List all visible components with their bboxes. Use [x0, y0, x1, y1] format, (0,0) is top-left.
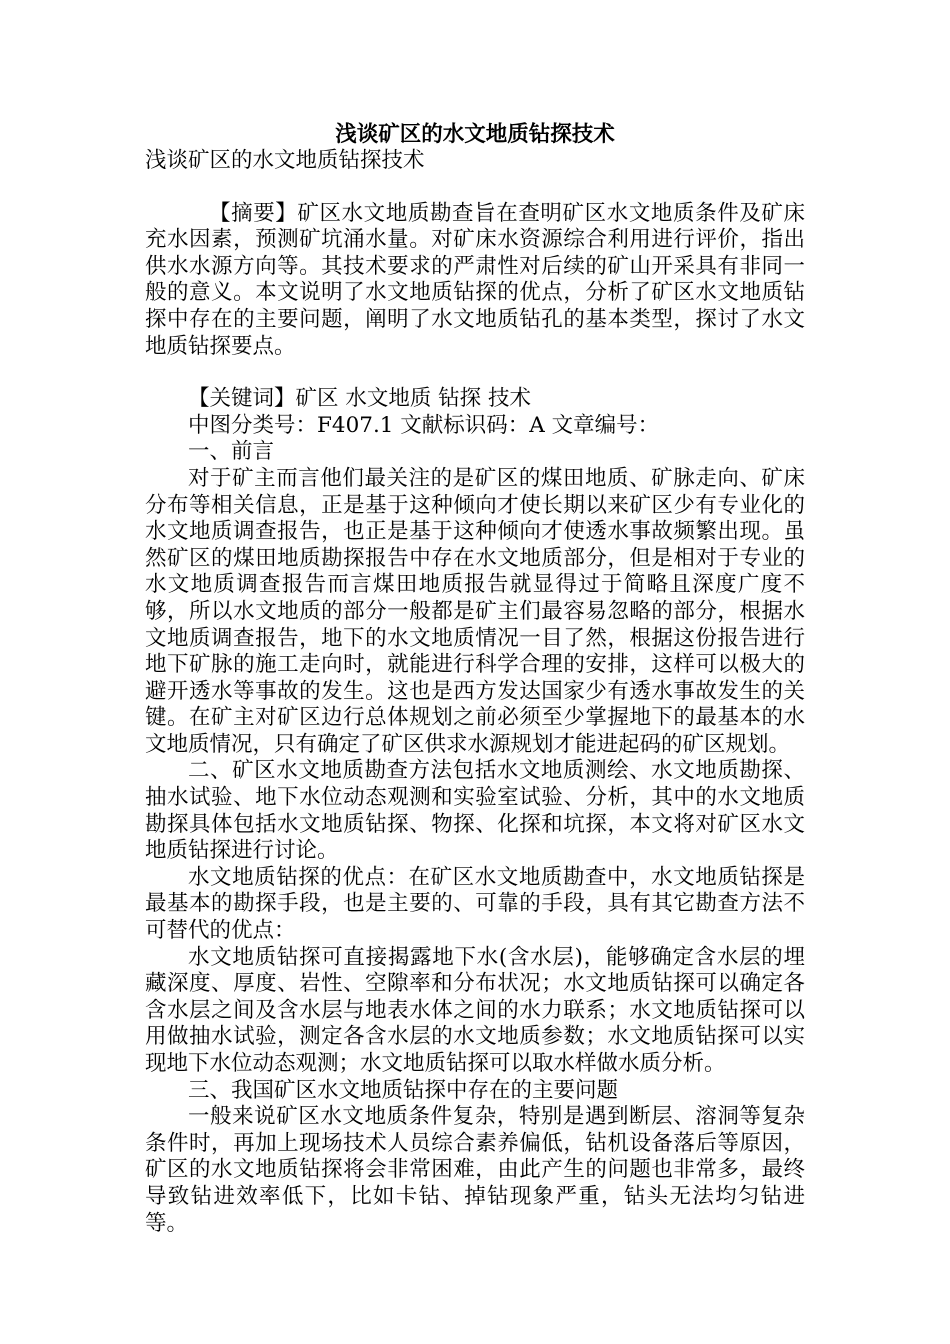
document-page	[145, 122, 805, 1237]
document-subtitle: 浅谈矿区的水文地质钻探技术	[145, 148, 425, 173]
spacer	[145, 360, 805, 386]
section-heading-1: 一、前言	[188, 439, 275, 465]
body-paragraph: 水文地质钻探的优点：在矿区水文地质勘查中，水文地质钻探是最基本的勘探手段，也是主要的、可靠的手段，具有其它勘查方法不可替代的优点：	[145, 864, 805, 944]
classification-line: 中图分类号：F407.1 文献标识码：A 文章编号：	[188, 412, 660, 438]
keywords-line: 【关键词】矿区 水文地质 钻探 技术	[188, 386, 532, 412]
body-paragraph: 一般来说矿区水文地质条件复杂，特别是遇到断层、溶洞等复杂条件时，再加上现场技术人员综合素养偏低，钻机设备落后等原因，矿区的水文地质钻探将会非常困难，由此产生的问题也非常多，最终导致钻进效率低下，比如卡钻、掉钻现象严重，钻头无法均匀钻进等。	[145, 1104, 805, 1236]
body-paragraph: 水文地质钻探可直接揭露地下水(含水层)，能够确定含水层的埋藏深度、厚度、岩性、空隙率和分布状况；水文地质钻探可以确定各含水层之间及含水层与地表水体之间的水力联系；水文地质钻探可以用做抽水试验，测定各含水层的水文地质参数；水文地质钻探可以实现地下水位动态观测；水文地质钻探可以取水样做水质分析。	[145, 944, 805, 1076]
body-paragraph: 二、矿区水文地质勘查方法包括水文地质测绘、水文地质勘探、抽水试验、地下水位动态观测和实验室试验、分析，其中的水文地质勘探具体包括水文地质钻探、物探、化探和坑探，本文将对矿区水文地质钻探进行讨论。	[145, 758, 805, 864]
document-title: 浅谈矿区的水文地质钻探技术	[335, 122, 615, 147]
body-paragraph: 对于矿主而言他们最关注的是矿区的煤田地质、矿脉走向、矿床分布等相关信息，正是基于这种倾向才使长期以来矿区少有专业化的水文地质调查报告，也正是基于这种倾向才使透水事故频繁出现。虽然矿区的煤田地质勘探报告中存在水文地质部分，但是相对于专业的水文地质调查报告而言煤田地质报告就显得过于简略且深度广度不够，所以水文地质的部分一般都是矿主们最容易忽略的部分，根据水文地质调查报告，地下的水文地质情况一目了然，根据这份报告进行地下矿脉的施工走向时，就能进行科学合理的安排，这样可以极大的避开透水等事故的发生。这也是西方发达国家少有透水事故发生的关键。在矿主对矿区边行总体规划之前必须至少掌握地下的最基本的水文地质情况，只有确定了矿区供求水源规划才能进起码的矿区规划。	[145, 465, 805, 757]
abstract-paragraph: 【摘要】矿区水文地质勘查旨在查明矿区水文地质条件及矿床充水因素，预测矿坑涌水量。对矿床水资源综合利用进行评价，指出供水水源方向等。其技术要求的严肃性对后续的矿山开采具有非同一般的意义。本文说明了水文地质钻探的优点，分析了矿区水文地质钻探中存在的主要问题，阐明了水文地质钻孔的基本类型，探讨了水文地质钻探要点。	[145, 200, 805, 359]
spacer	[145, 175, 805, 201]
section-heading-3: 三、我国矿区水文地质钻探中存在的主要问题	[188, 1077, 619, 1103]
